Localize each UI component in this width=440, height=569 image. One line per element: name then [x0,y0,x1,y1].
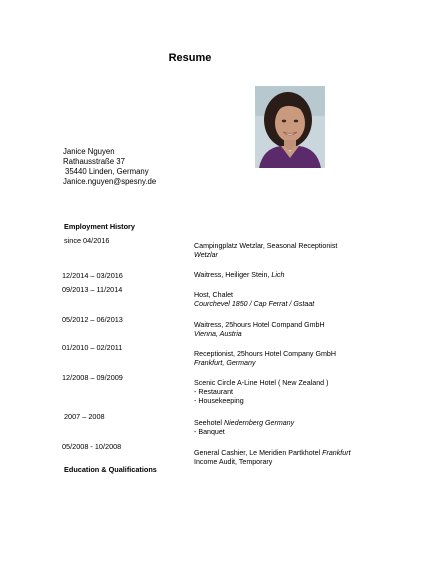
job-location: Niedernberg Germany [223,419,295,427]
contact-block [63,147,156,187]
job-title: Campingplatz Wetzlar, Seasonal Receptionist [194,242,338,250]
job-title: Host, Chalet [194,291,234,299]
job-date: 05/2012 – 06/2013 [62,315,123,324]
job-title: Seehotel [194,419,224,427]
job-date: since 04/2016 [64,236,110,245]
job-location: Courchevel 1850 / Cap Ferrat / Gstaat [194,300,315,308]
employment-heading: Employment History [64,222,135,231]
contact-name: Janice Nguyen [63,147,115,156]
job-date: 05/2008 - 10/2008 [62,442,122,451]
job-location: Frankfurt, Germany [194,359,256,367]
job-date: 12/2008 – 09/2009 [62,373,123,382]
contact-email: Janice.nguyen@spesny.de [63,177,157,186]
job-description [194,271,284,280]
job-description [194,449,351,467]
job-location: Lich [271,271,285,279]
page-title: Resume [168,52,212,64]
job-duty: - Housekeeping [194,397,244,405]
job-title: Scenic Circle A-Line Hotel ( New Zealand ) [194,379,329,387]
profile-photo [255,86,325,168]
contact-street: Rathausstraße 37 [63,157,125,166]
job-location: Vienna, Austria [194,330,242,338]
job-title: General Cashier, Le Meridien Partkhotel [194,449,323,457]
job-description [194,291,314,309]
job-title: Receptionist, 25hours Hotel Company GmbH [194,350,336,358]
education-heading: Education & Qualifications [64,465,157,474]
job-description [194,350,336,368]
job-title: Waitress, Heiliger Stein, [194,271,272,279]
job-description [194,379,328,406]
job-date: 09/2013 – 11/2014 [62,285,123,294]
job-date: 12/2014 – 03/2016 [62,271,123,280]
job-title: Waitress, 25hours Hotel Compand GmbH [194,321,325,329]
job-description [194,419,294,437]
job-duty: - Banquet [194,428,225,436]
job-date: 01/2010 – 02/2011 [62,343,123,352]
job-duty: - Restaurant [194,388,234,396]
job-location: Wetzlar [194,251,218,259]
job-location: Frankfurt [322,449,351,457]
job-date: 2007 – 2008 [64,412,105,421]
job-description [194,242,337,260]
job-description [194,321,325,339]
portrait-image [255,86,325,168]
job-duty: Income Audit, Temporary [194,458,273,466]
contact-city: 35440 Linden, Germany [65,167,149,176]
